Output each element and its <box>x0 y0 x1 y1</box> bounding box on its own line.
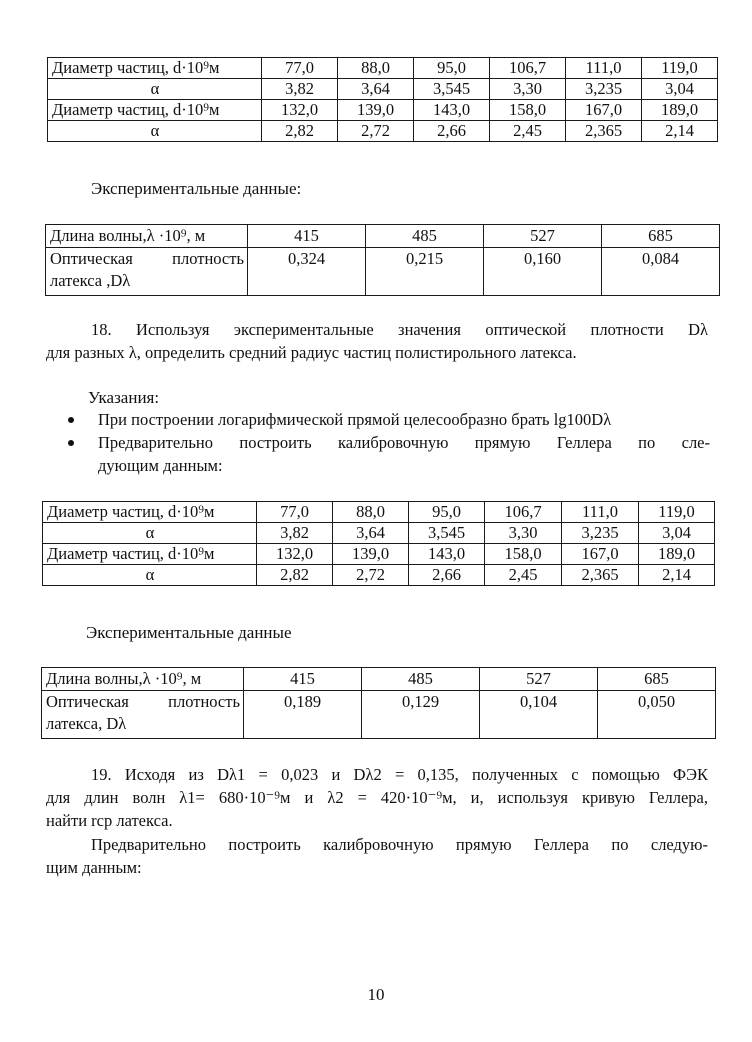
table-cell: 132,0 <box>262 100 338 121</box>
bullet-dot-icon <box>68 417 74 423</box>
table-cell: 415 <box>244 668 362 691</box>
table-cell: 158,0 <box>490 100 566 121</box>
table-cell <box>42 691 244 739</box>
table-cell: 3,235 <box>562 523 639 544</box>
table-cell: 106,7 <box>490 58 566 79</box>
problem-18-line: 18. Используя экспериментальные значения оптической плотности Dλ <box>91 320 708 339</box>
table-cell: α <box>43 565 257 586</box>
problem-19-note-line: Предварительно построить калибровочную прямую Геллера по следую- <box>91 835 708 854</box>
table-cell: 143,0 <box>414 100 490 121</box>
table-cell: 685 <box>598 668 716 691</box>
bullet-dot-icon <box>68 440 74 446</box>
bullet-text: дующим данным: <box>98 456 223 475</box>
table-cell: 95,0 <box>409 502 485 523</box>
table-cell: 2,66 <box>414 121 490 142</box>
row-label-line: латекса ,Dλ <box>50 271 131 290</box>
problem-19-line: найти rср латекса. <box>46 811 173 830</box>
table-cell: 2,14 <box>642 121 718 142</box>
problem-19-line: 19. Исходя из Dλ1 = 0,023 и Dλ2 = 0,135, полученных с помощью ФЭК <box>91 765 708 784</box>
table-cell: 139,0 <box>338 100 414 121</box>
table-cell: 2,365 <box>562 565 639 586</box>
table-cell: Диаметр частиц, d·10⁹м <box>48 100 262 121</box>
row-label-line: латекса, Dλ <box>46 714 127 733</box>
table-cell: 0,160 <box>484 248 602 296</box>
table-cell: α <box>48 79 262 100</box>
table-cell: 415 <box>248 225 366 248</box>
table-cell: Длина волны,λ ·10⁹, м <box>46 225 248 248</box>
table-cell: 77,0 <box>262 58 338 79</box>
instructions-title: Указания: <box>88 388 160 407</box>
table-row <box>48 58 718 79</box>
table-cell: 3,545 <box>414 79 490 100</box>
table-cell: 88,0 <box>338 58 414 79</box>
table-cell: 167,0 <box>566 100 642 121</box>
problem-19-note-line: щим данным: <box>46 858 142 877</box>
wavelength-density-table-2 <box>41 667 716 739</box>
page-number: 10 <box>367 985 385 1004</box>
table-cell: 167,0 <box>562 544 639 565</box>
table-cell: 189,0 <box>639 544 715 565</box>
table-cell: 2,45 <box>490 121 566 142</box>
table-cell: 0,050 <box>598 691 716 739</box>
table-cell: 0,189 <box>244 691 362 739</box>
table-cell: 3,30 <box>490 79 566 100</box>
table-cell: 3,30 <box>485 523 562 544</box>
table-cell: 485 <box>366 225 484 248</box>
diameter-alpha-table-1 <box>47 57 718 142</box>
table-row <box>46 248 720 296</box>
problem-18-text <box>46 318 708 364</box>
table-cell: 527 <box>484 225 602 248</box>
table-cell: 2,66 <box>409 565 485 586</box>
table-cell: 527 <box>480 668 598 691</box>
table-cell: 95,0 <box>414 58 490 79</box>
bullet-text: При построении логарифмической прямой целесообразно брать lg100Dλ <box>98 410 612 429</box>
table-row <box>48 100 718 121</box>
instruction-bullet-1 <box>68 408 710 431</box>
table-cell: 2,82 <box>262 121 338 142</box>
table-cell: 143,0 <box>409 544 485 565</box>
table-cell: 106,7 <box>485 502 562 523</box>
table-row <box>42 668 716 691</box>
table-cell: 2,14 <box>639 565 715 586</box>
table-cell: 158,0 <box>485 544 562 565</box>
problem-18-line: для разных λ, определить средний радиус частиц полистирольного латекса. <box>46 343 577 362</box>
table-cell: 119,0 <box>639 502 715 523</box>
table-cell: 88,0 <box>333 502 409 523</box>
table-cell: 119,0 <box>642 58 718 79</box>
table-cell: 3,545 <box>409 523 485 544</box>
table-cell: 3,64 <box>338 79 414 100</box>
table-row <box>43 544 715 565</box>
table-cell: 2,72 <box>333 565 409 586</box>
problem-19-note <box>46 833 708 879</box>
table-cell: 132,0 <box>257 544 333 565</box>
table-cell: 0,129 <box>362 691 480 739</box>
table-cell <box>46 248 248 296</box>
table-cell: 685 <box>602 225 720 248</box>
table-row <box>48 121 718 142</box>
table-cell: 2,72 <box>338 121 414 142</box>
table-row <box>43 565 715 586</box>
table-cell: Длина волны,λ ·10⁹, м <box>42 668 244 691</box>
bullet-text: Предварительно построить калибровочную прямую Геллера по сле- <box>98 433 710 452</box>
table-cell: Диаметр частиц, d·10⁹м <box>48 58 262 79</box>
table-row <box>42 691 716 739</box>
table-cell: 2,82 <box>257 565 333 586</box>
row-label-line: Оптическая плотность <box>50 249 244 268</box>
table-row <box>48 79 718 100</box>
table-cell: 111,0 <box>566 58 642 79</box>
table-cell: 2,365 <box>566 121 642 142</box>
table-cell: 3,04 <box>639 523 715 544</box>
table-row <box>43 502 715 523</box>
table-cell: 111,0 <box>562 502 639 523</box>
table-cell: α <box>43 523 257 544</box>
table-cell: 0,324 <box>248 248 366 296</box>
experimental-data-caption: Экспериментальные данные: <box>91 179 302 198</box>
table-cell: 3,04 <box>642 79 718 100</box>
table-cell: 3,235 <box>566 79 642 100</box>
instruction-bullet-2 <box>68 431 710 477</box>
table-cell: Диаметр частиц, d·10⁹м <box>43 544 257 565</box>
table-cell: 139,0 <box>333 544 409 565</box>
table-cell: 3,82 <box>257 523 333 544</box>
table-cell: 0,084 <box>602 248 720 296</box>
problem-19-text <box>46 763 708 832</box>
table-cell: 189,0 <box>642 100 718 121</box>
wavelength-density-table-1 <box>45 224 720 296</box>
table-cell: 485 <box>362 668 480 691</box>
table-row <box>46 225 720 248</box>
problem-19-line: для длин волн λ1= 680·10⁻⁹м и λ2 = 420·10⁻⁹м, и, используя кривую Геллера, <box>46 788 708 807</box>
table-cell: 3,82 <box>262 79 338 100</box>
experimental-data-caption: Экспериментальные данные <box>86 623 292 642</box>
table-cell: 3,64 <box>333 523 409 544</box>
table-cell: α <box>48 121 262 142</box>
table-cell: 2,45 <box>485 565 562 586</box>
bullet-text-block <box>98 431 710 477</box>
diameter-alpha-table-2 <box>42 501 715 586</box>
table-cell: 77,0 <box>257 502 333 523</box>
row-label-line: Оптическая плотность <box>46 692 240 711</box>
table-row <box>43 523 715 544</box>
table-cell: 0,215 <box>366 248 484 296</box>
table-cell: Диаметр частиц, d·10⁹м <box>43 502 257 523</box>
table-cell: 0,104 <box>480 691 598 739</box>
